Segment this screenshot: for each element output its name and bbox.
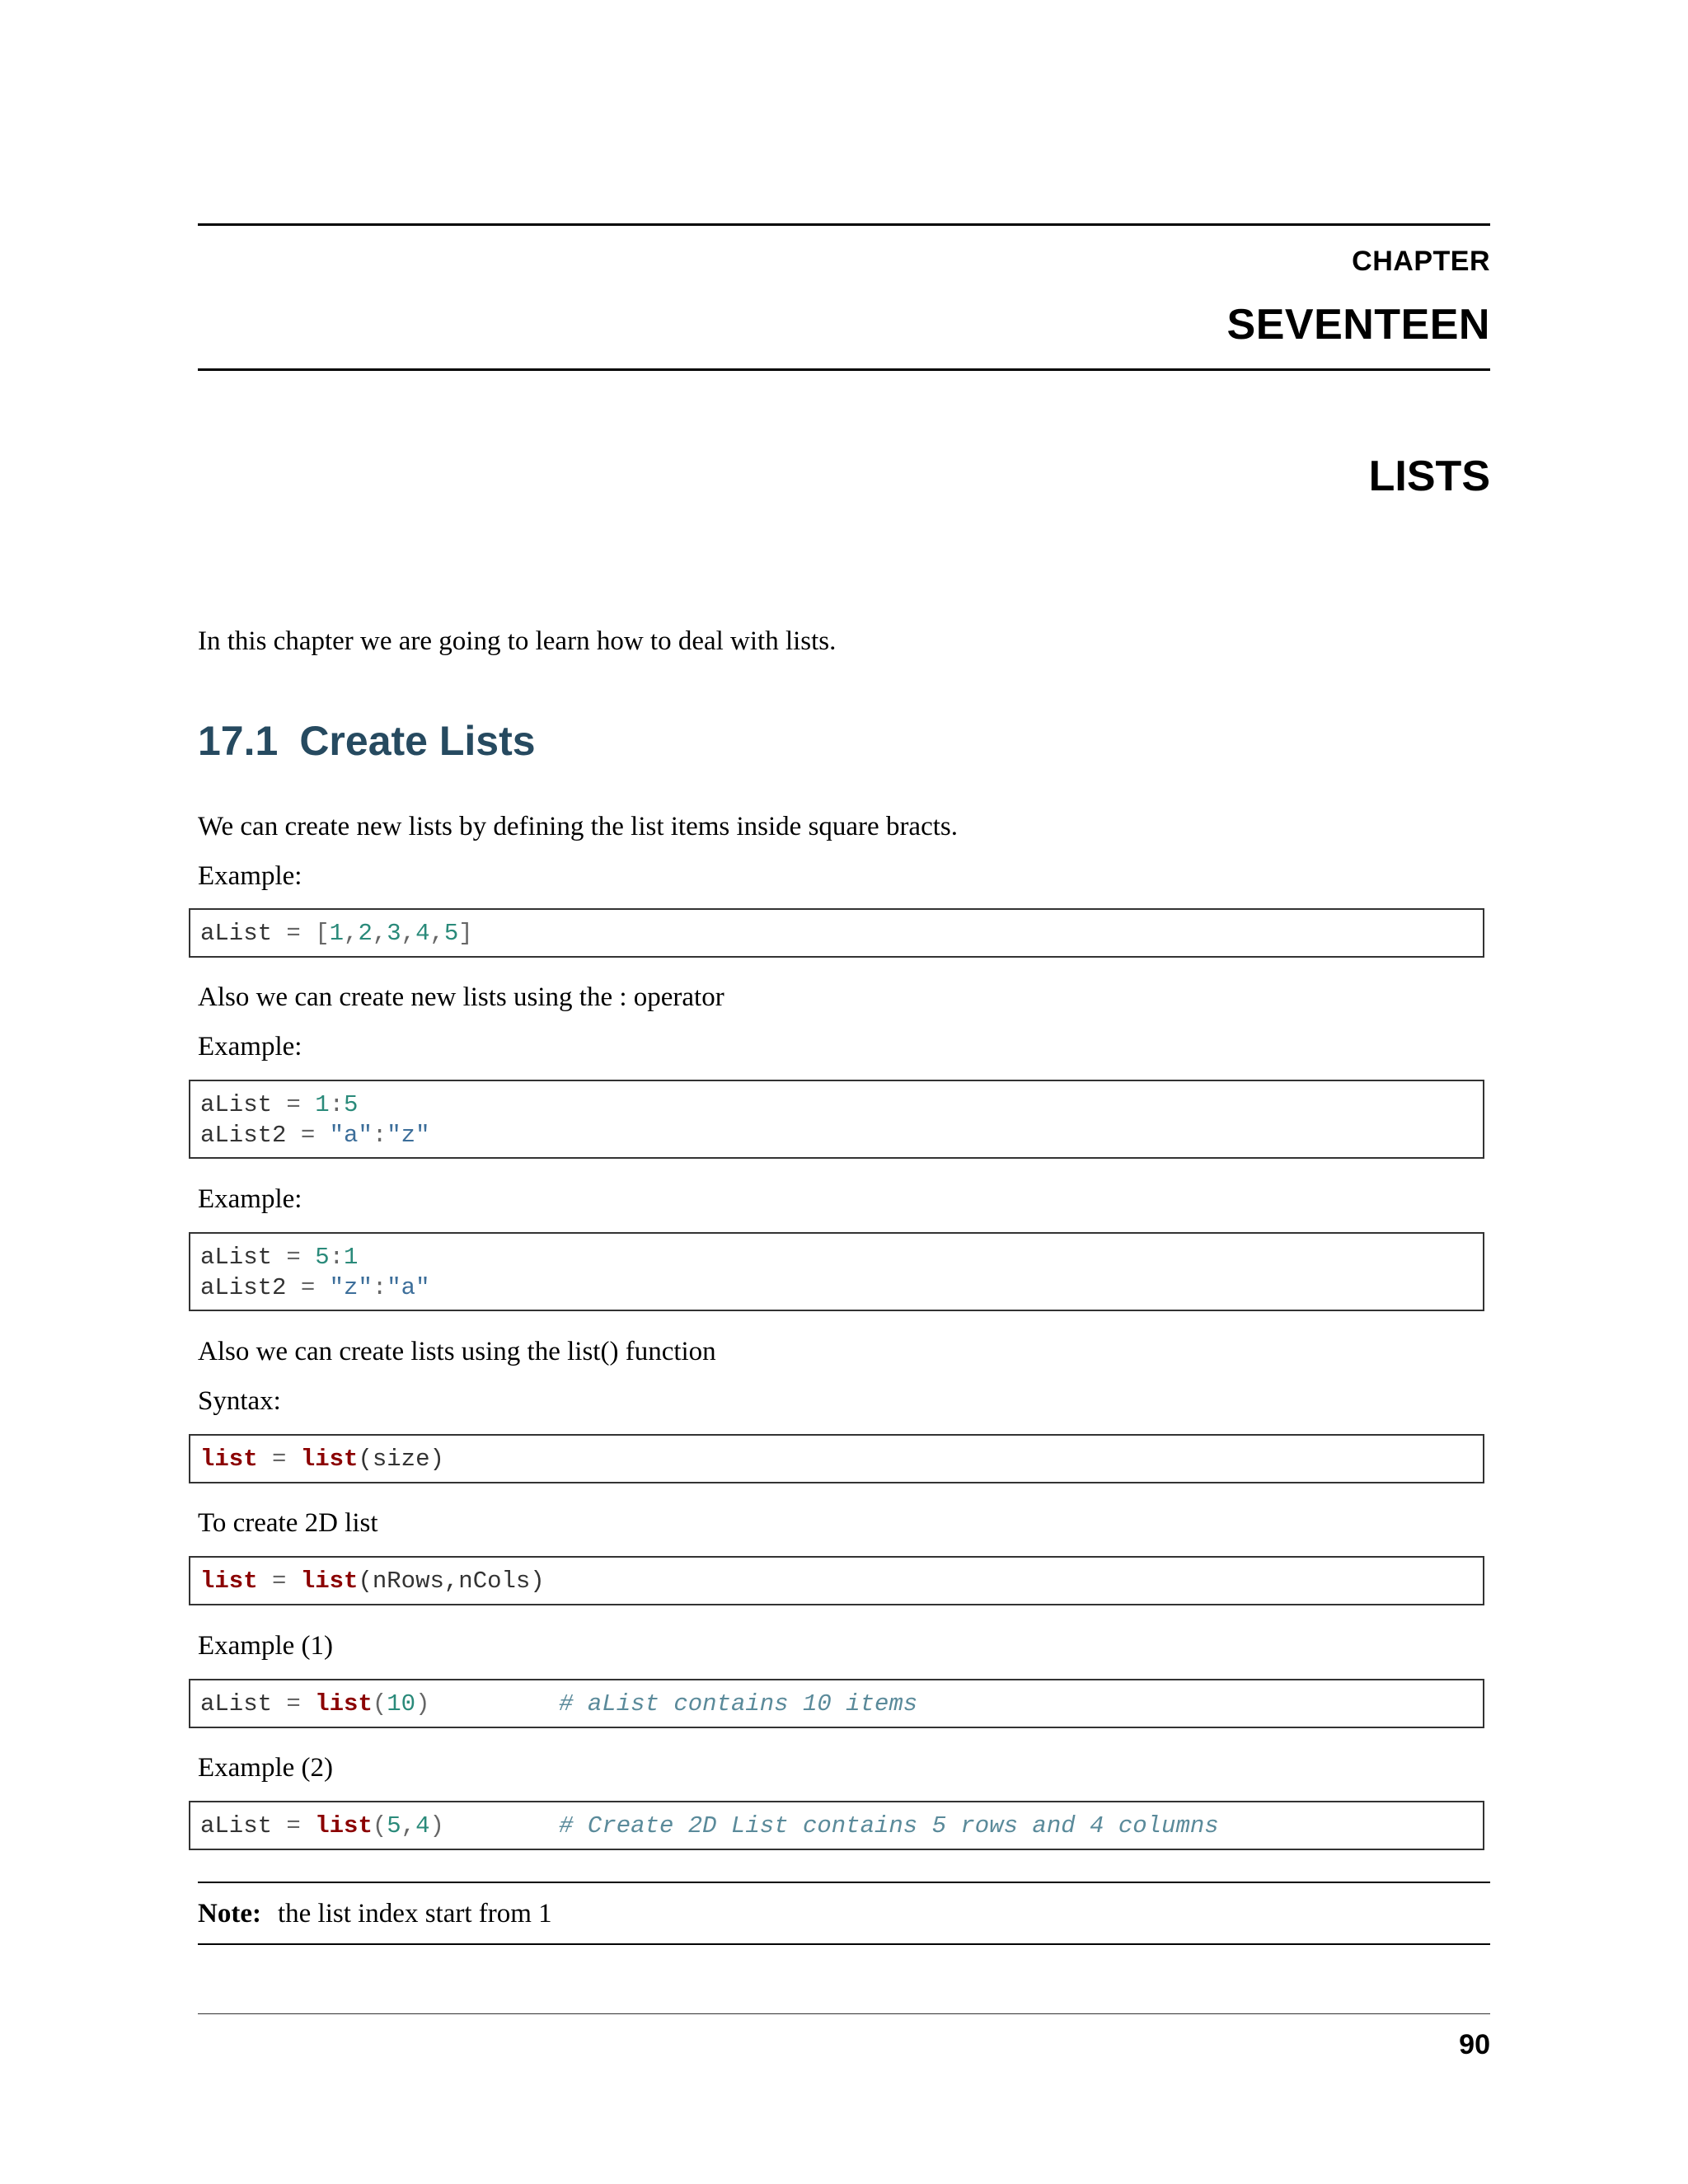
note-bottom-rule [198,1943,1490,1945]
code-block-syntax: list = list(size) [189,1434,1484,1483]
example-label-4: Example (1) [198,1631,334,1661]
chapter-number: SEVENTEEN [1226,301,1490,349]
page-number: 90 [1459,2029,1490,2060]
code-block-2: aList = 1:5 aList2 = "a":"z" [189,1080,1484,1159]
code-block-example-2: aList = list(5,4) # Create 2D List contains 5 rows and 4 columns [189,1801,1484,1850]
paragraph-create-lists: We can create new lists by defining the list items inside square bracts. [198,812,958,841]
code-block-example-1: aList = list(10) # aList contains 10 items [189,1679,1484,1728]
note-top-rule [198,1882,1490,1883]
syntax-label: Syntax: [198,1386,281,1416]
chapter-top-rule [198,223,1490,226]
section-heading [198,717,536,765]
note-label: Note: [198,1899,261,1929]
paragraph-2d-list: To create 2D list [198,1508,378,1538]
note-box [198,1897,552,1930]
paragraph-colon-operator: Also we can create new lists using the : operator [198,982,724,1012]
example-label-1: Example: [198,861,302,891]
example-label-2: Example: [198,1032,302,1062]
paragraph-list-function: Also we can create lists using the list() function [198,1337,716,1366]
intro-paragraph: In this chapter we are going to learn how to deal with lists. [198,626,837,656]
example-label-3: Example: [198,1184,302,1214]
note-text: the list index start from 1 [277,1899,552,1929]
code-block-3: aList = 5:1 aList2 = "z":"a" [189,1232,1484,1311]
example-label-5: Example (2) [198,1753,334,1783]
code-block-1: aList = [1,2,3,4,5] [189,908,1484,958]
section-title-text: Create Lists [299,718,536,764]
code-block-2d-syntax: list = list(nRows,nCols) [189,1556,1484,1605]
footer-rule [198,2013,1490,2014]
chapter-bottom-rule [198,368,1490,371]
chapter-label: CHAPTER [1352,246,1490,277]
section-number: 17.1 [198,718,279,764]
chapter-title: LISTS [1368,452,1490,500]
